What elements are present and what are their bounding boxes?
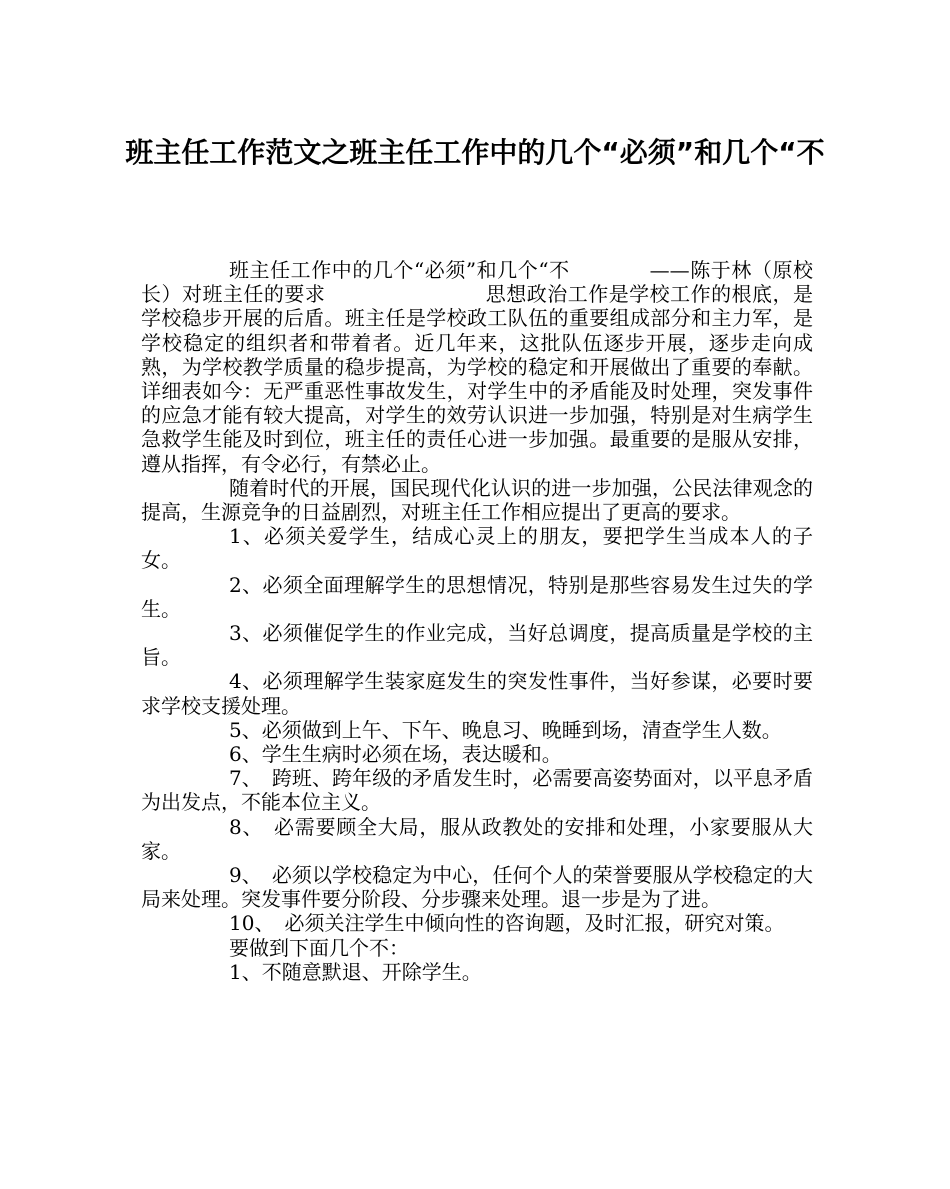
- list-item: 1、不随意默退、开除学生。: [229, 959, 482, 984]
- list-item: 10、 必须关注学生中倾向性的咨询题，及时汇报，研究对策。: [229, 911, 785, 936]
- list-item: 9、 必须以学校稳定为中心，任何个人的荣誉要服从学校稳定的大局来处理。突发事件要分阶段、分步骤来处理。退一步是为了进。: [141, 863, 813, 912]
- intro-paragraph: [141, 258, 813, 476]
- list-item: 1、必须关爱学生，结成心灵上的朋友，要把学生当成本人的子女。: [141, 524, 813, 573]
- intro-text: 思想政治工作是学校工作的根底，是学校稳步开展的后盾。班主任是学校政工队伍的重要组成部分和主力军，是学校稳定的组织者和带着者。近几年来，这批队伍逐步开展，逐步走向成熟，为学校教学质量的稳步提高，为学校的稳定和开展做出了重要的奉献。详细表如今：无严重恶性事故发生，对学生中的矛盾能及时处理，突发事件的应急才能有较大提高，对学生的效劳认识进一步加强，特别是对生病学生急救学生能及时到位，班主任的责任心进一步加强。最重要的是服从安排，遵从指挥，有令必行，有禁必止。: [141, 282, 814, 476]
- intro-attribution: ——陈于林（原校长）对班主任的要求: [141, 258, 813, 307]
- list-item: 6、学生生病时必须在场，表达暖和。: [229, 742, 562, 767]
- list-item: 3、必须催促学生的作业完成，当好总调度，提高质量是学校的主旨。: [141, 621, 813, 670]
- list-item: 2、必须全面理解学生的思想情况，特别是那些容易发生过失的学生。: [141, 572, 813, 621]
- intro-heading: 班主任工作中的几个“必须”和几个“不: [229, 258, 570, 282]
- body-paragraph: 随着时代的开展，国民现代化认识的进一步加强，公民法律观念的提高，生源竞争的日益剧烈，对班主任工作相应提出了更高的要求。: [141, 475, 813, 525]
- document-body: [141, 258, 813, 984]
- list-item: 4、必须理解学生装家庭发生的突发性事件，当好参谋，必要时要求学校支援处理。: [141, 669, 813, 718]
- list-item: 7、 跨班、跨年级的矛盾发生时，必需要高姿势面对，以平息矛盾为出发点，不能本位主义。: [141, 766, 813, 815]
- section-heading: 要做到下面几个不：: [229, 935, 409, 960]
- document-title: 班主任工作范文之班主任工作中的几个“必须”和几个“不: [125, 136, 825, 169]
- list-item: 8、 必需要顾全大局，服从政教处的安排和处理，小家要服从大家。: [141, 814, 813, 863]
- list-item: 5、必须做到上午、下午、晚息习、晚睡到场，清查学生人数。: [229, 717, 782, 742]
